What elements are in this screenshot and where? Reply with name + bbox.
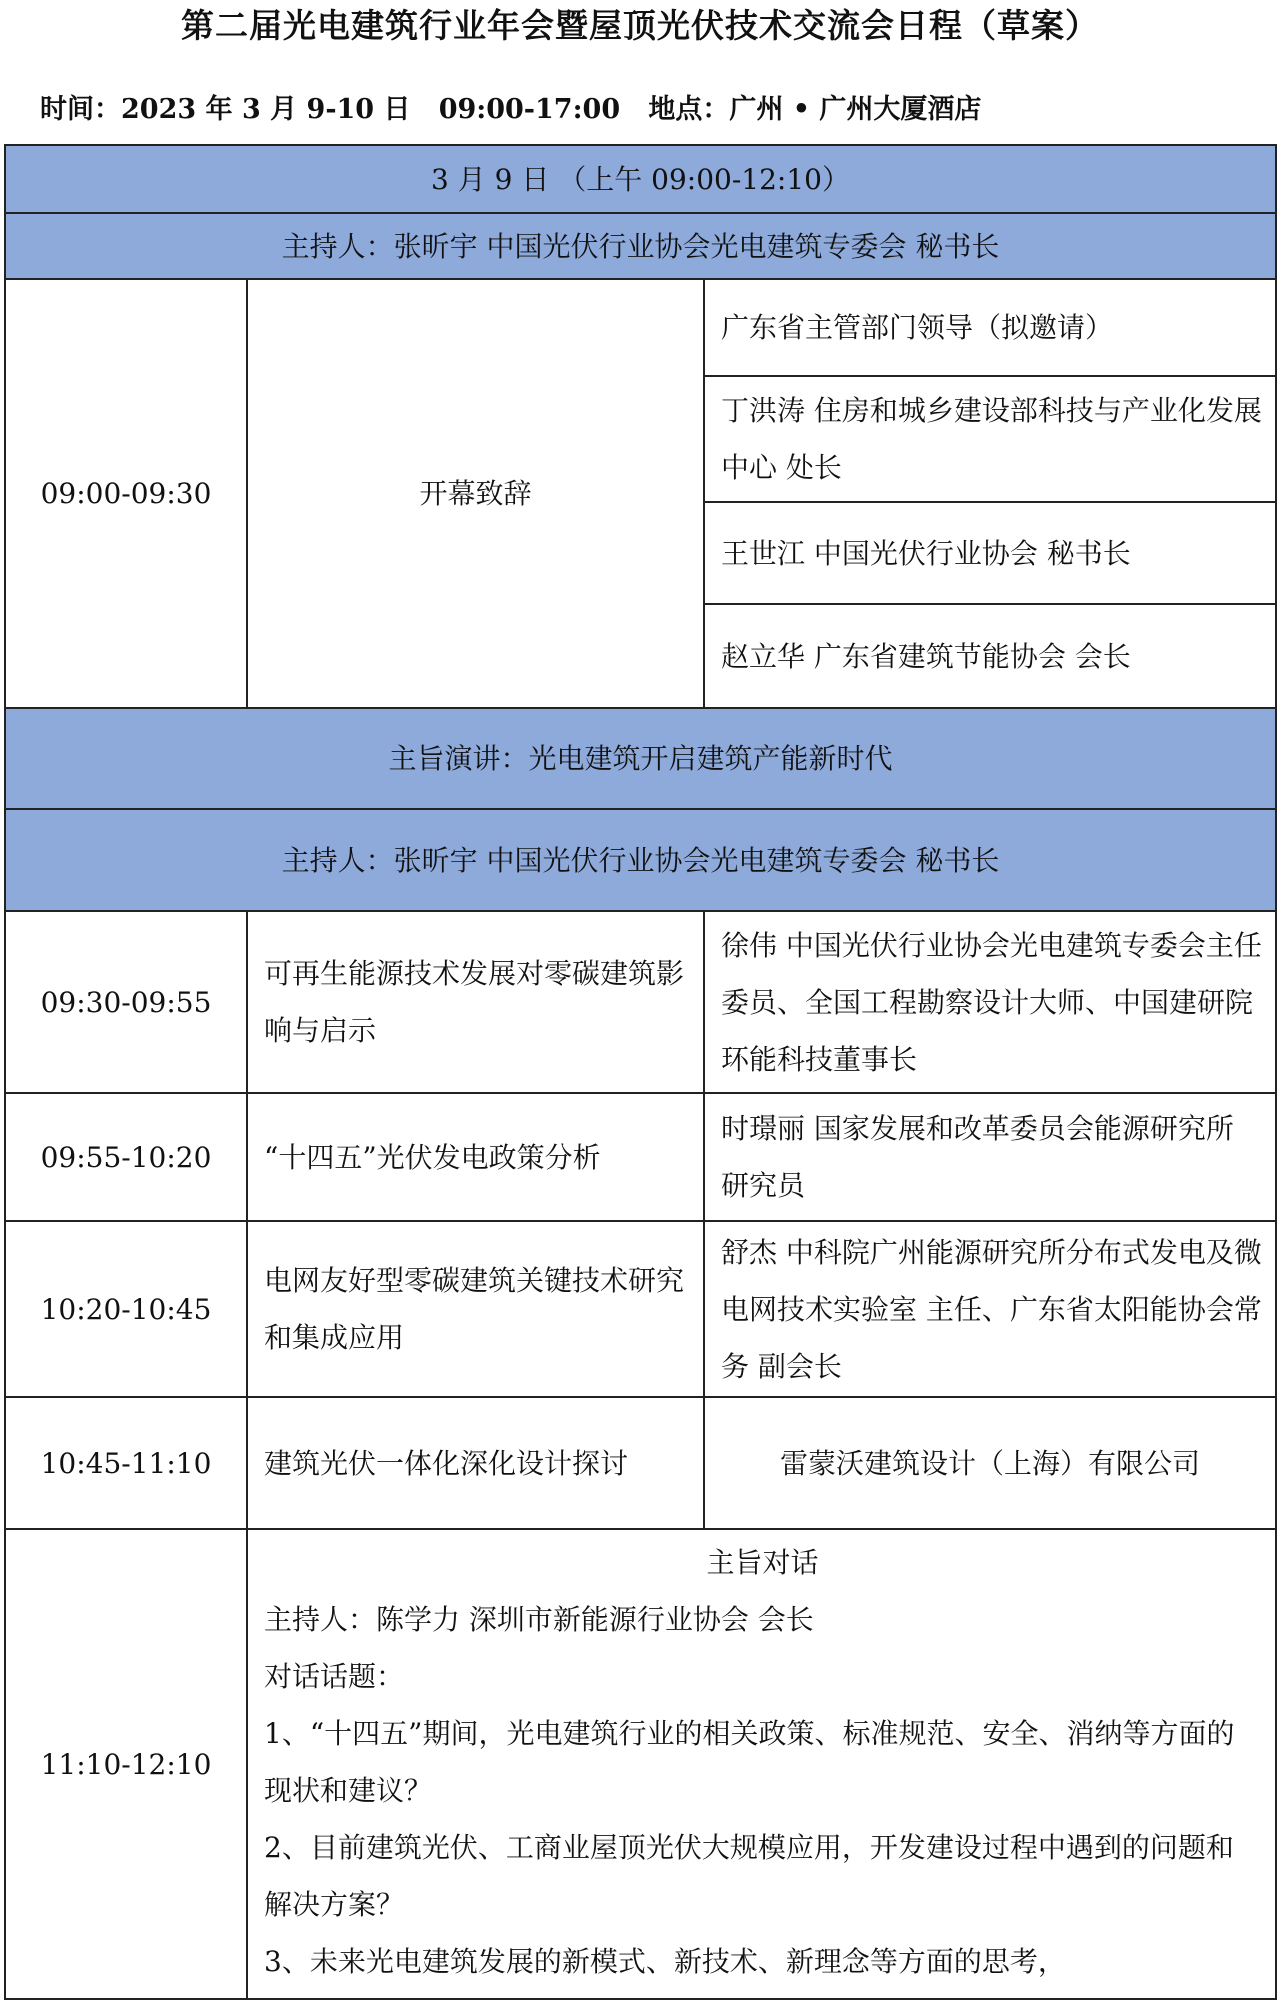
- dialogue-title: 主旨对话: [706, 1546, 819, 1579]
- session-topic: 电网友好型零碳建筑关键技术研究和集成应用: [247, 1221, 704, 1397]
- session-topic: “十四五”光伏发电政策分析: [247, 1093, 704, 1221]
- session-row: [5, 1397, 1276, 1529]
- session-row: [5, 1093, 1276, 1221]
- dialogue-details: [247, 1529, 1276, 1999]
- dialogue-topic: 1、“十四五”期间，光电建筑行业的相关政策、标准规范、安全、消纳等方面的现状和建议？: [264, 1717, 1235, 1807]
- speaker-entry: 广东省主管部门领导（拟邀请）: [704, 279, 1276, 376]
- session-time: 10:20-10:45: [5, 1221, 247, 1397]
- session-speaker: 雷蒙沃建筑设计（上海）有限公司: [704, 1397, 1276, 1529]
- session-time: 09:55-10:20: [5, 1093, 247, 1221]
- session-time: 09:30-09:55: [5, 911, 247, 1093]
- session-topic: 开幕致辞: [247, 279, 704, 708]
- session-time: 11:10-12:10: [5, 1529, 247, 1999]
- document-title: 第二届光电建筑行业年会暨屋顶光伏技术交流会日程（草案）: [181, 6, 1099, 45]
- session-row: [5, 1221, 1276, 1397]
- session-time: 09:00-09:30: [5, 279, 247, 708]
- dialogue-row: [5, 1529, 1276, 1999]
- speaker-entry: 王世江 中国光伏行业协会 秘书长: [704, 502, 1276, 604]
- schedule-table: [4, 144, 1277, 2000]
- dialogue-topics-label: 对话话题：: [264, 1660, 405, 1693]
- session-speaker: 舒杰 中科院广州能源研究所分布式发电及微电网技术实验室 主任、广东省太阳能协会常务 副会长: [704, 1221, 1276, 1397]
- dialogue-topic: 3、未来光电建筑发展的新模式、新技术、新理念等方面的思考，: [264, 1945, 1066, 1978]
- session-speaker: 徐伟 中国光伏行业协会光电建筑专委会主任委员、全国工程勘察设计大师、中国建研院 环能科技董事长: [704, 911, 1276, 1093]
- dialogue-host: 主持人：陈学力 深圳市新能源行业协会 会长: [264, 1603, 814, 1636]
- keynote-header-row: [5, 708, 1276, 809]
- host-label: 主持人：张昕宇 中国光伏行业协会光电建筑专委会 秘书长: [5, 213, 1276, 279]
- session-topic: 建筑光伏一体化深化设计探讨: [247, 1397, 704, 1529]
- opening-row: [5, 279, 1276, 376]
- session-speaker: 时璟丽 国家发展和改革委员会能源研究所 研究员: [704, 1093, 1276, 1221]
- keynote-header: 主旨演讲：光电建筑开启建筑产能新时代: [5, 708, 1276, 809]
- speaker-entry: 赵立华 广东省建筑节能协会 会长: [704, 604, 1276, 708]
- day-header-row: [5, 145, 1276, 213]
- host-label: 主持人：张昕宇 中国光伏行业协会光电建筑专委会 秘书长: [5, 809, 1276, 911]
- session-row: [5, 911, 1276, 1093]
- session-topic: 可再生能源技术发展对零碳建筑影响与启示: [247, 911, 704, 1093]
- dialogue-topic: 2、目前建筑光伏、工商业屋顶光伏大规模应用，开发建设过程中遇到的问题和解决方案？: [264, 1831, 1234, 1921]
- day-header: 3 月 9 日 （上午 09:00-12:10）: [5, 145, 1276, 213]
- session-time: 10:45-11:10: [5, 1397, 247, 1529]
- speaker-entry: 丁洪涛 住房和城乡建设部科技与产业化发展中心 处长: [704, 376, 1276, 502]
- host-row: [5, 213, 1276, 279]
- host-row: [5, 809, 1276, 911]
- event-time-location: 时间：2023 年 3 月 9-10 日 09:00-17:00 地点：广州 • 广州大厦酒店: [40, 94, 982, 125]
